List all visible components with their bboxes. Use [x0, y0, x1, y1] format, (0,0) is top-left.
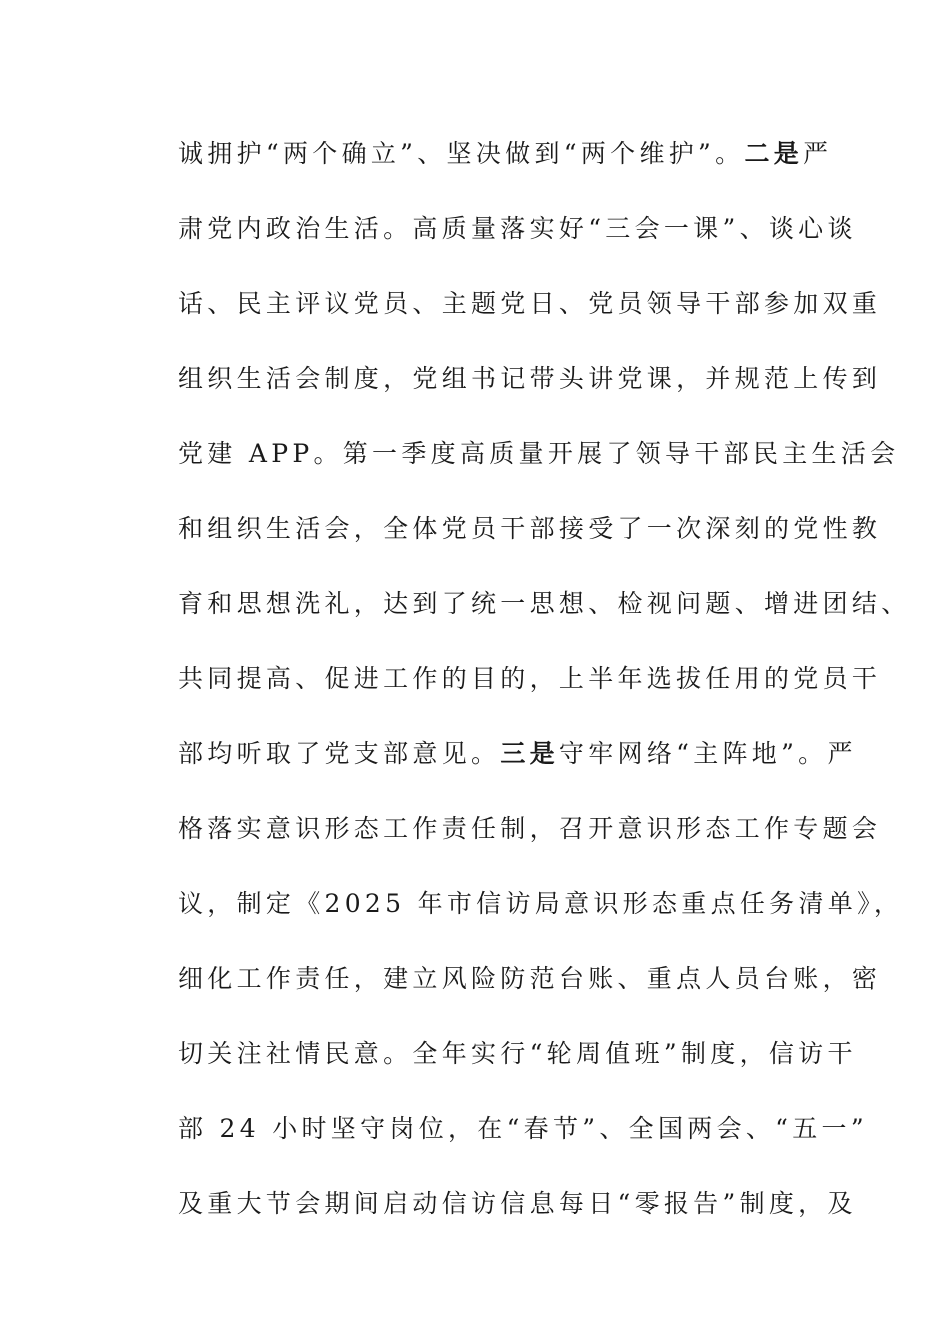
text-run: 和组织生活会，全体党员干部接受了一次深刻的党性教: [178, 514, 882, 543]
text-line: [178, 649, 882, 724]
text-line: [178, 124, 833, 199]
text-run: 切关注社情民意。全年实行“轮周值班”制度，信访干: [178, 1039, 857, 1068]
text-line: [178, 1024, 857, 1099]
text-line: [178, 349, 882, 424]
body-text: [178, 124, 911, 1249]
text-run: 严: [803, 139, 833, 168]
text-line: [178, 574, 911, 649]
text-run: 诚拥护“两个确立”、坚决做到“两个维护”。: [178, 139, 745, 168]
text-run: 细化工作责任，建立风险防范台账、重点人员台账，密: [178, 964, 882, 993]
text-run: 议，制定《2025 年市信访局意识形态重点任务清单》，: [178, 889, 904, 918]
text-line: [178, 1099, 868, 1174]
text-run: 守牢网络“主阵地”。严: [558, 739, 857, 768]
text-run: 话、民主评议党员、主题党日、党员领导干部参加双重: [178, 289, 882, 318]
text-run: 育和思想洗礼，达到了统一思想、检视问题、增进团结、: [178, 589, 911, 618]
text-run: 肃党内政治生活。高质量落实好“三会一课”、谈心谈: [178, 214, 857, 243]
emphasis-marker: 二是: [744, 139, 804, 168]
text-run: 党建 APP。第一季度高质量开展了领导干部民主生活会: [178, 439, 900, 468]
text-line: [178, 724, 857, 799]
text-run: 部 24 小时坚守岗位，在“春节”、全国两会、“五一”: [178, 1114, 868, 1143]
text-run: 组织生活会制度，党组书记带头讲党课，并规范上传到: [178, 364, 882, 393]
text-line: [178, 949, 882, 1024]
text-line: [178, 874, 904, 949]
text-run: 共同提高、促进工作的目的，上半年选拔任用的党员干: [178, 664, 882, 693]
text-run: 及重大节会期间启动信访信息每日“零报告”制度，及: [178, 1189, 857, 1218]
text-line: [178, 424, 900, 499]
text-run: 格落实意识形态工作责任制，召开意识形态工作专题会: [178, 814, 882, 843]
text-line: [178, 274, 882, 349]
text-line: [178, 1174, 857, 1249]
text-line: [178, 199, 857, 274]
text-line: [178, 499, 882, 574]
text-line: [178, 799, 882, 874]
emphasis-marker: 三是: [500, 739, 559, 768]
text-run: 部均听取了党支部意见。: [178, 739, 501, 768]
